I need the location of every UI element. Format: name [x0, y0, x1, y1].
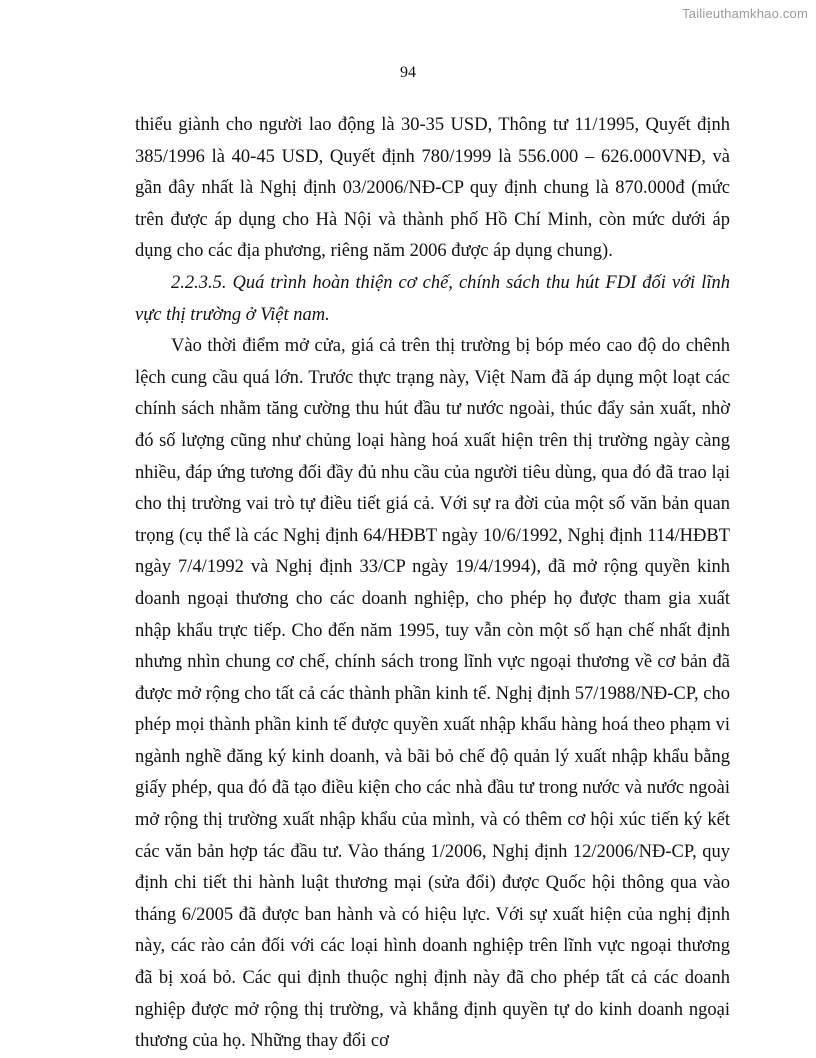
page-number: 94	[400, 64, 416, 81]
watermark: Tailieuthamkhao.com	[682, 6, 808, 21]
document-body	[135, 110, 730, 1058]
paragraph-market-policy: Vào thời điểm mở cửa, giá cả trên thị trường bị bóp méo cao độ do chênh lệch cung cầu quá lớn. Trước thực trạng này, Việt Nam đã áp dụng một loạt các chính sách nhằm tăng cường thu hút đầu tư nước ngoài, thúc đẩy sản xuất, nhờ đó số lượng cũng như chủng loại hàng hoá xuất hiện trên thị trường ngày càng nhiều, đáp ứng tương đối đầy đủ nhu cầu của người tiêu dùng, qua đó đã trao lại cho thị trường vai trò tự điều tiết giá cả. Với sự ra đời của một số văn bản quan trọng (cụ thể là các Nghị định 64/HĐBT ngày 10/6/1992, Nghị định 114/HĐBT ngày 7/4/1992 và Nghị định 33/CP ngày 19/4/1994), đã mở rộng quyền kinh doanh ngoại thương cho các doanh nghiệp, cho phép họ được tham gia xuất nhập khẩu trực tiếp. Cho đến năm 1995, tuy vẫn còn một số hạn chế nhất định nhưng nhìn chung cơ chế, chính sách trong lĩnh vực ngoại thương về cơ bản đã được mở rộng cho tất cả các thành phần kinh tế. Nghị định 57/1988/NĐ-CP, cho phép mọi thành phần kinh tế được quyền xuất nhập khẩu hàng hoá theo phạm vi ngành nghề đăng ký kinh doanh, và bãi bỏ chế độ quản lý xuất nhập khẩu bằng giấy phép, qua đó đã tạo điều kiện cho các nhà đầu tư trong nước và nước ngoài mở rộng thị trường xuất nhập khẩu của mình, và có thêm cơ hội xúc tiến ký kết các văn bản hợp tác đầu tư. Vào tháng 1/2006, Nghị định 12/2006/NĐ-CP, quy định chi tiết thi hành luật thương mại (sửa đổi) được Quốc hội thông qua vào tháng 6/2005 đã được ban hành và có hiệu lực. Với sự xuất hiện của nghị định này, các rào cản đối với các loại hình doanh nghiệp trên lĩnh vực ngoại thương đã bị xoá bỏ. Các qui định thuộc nghị định này đã cho phép tất cả các doanh nghiệp được mở rộng thị trường, và khẳng định quyền tự do kinh doanh ngoại thương của họ. Những thay đổi cơ	[135, 336, 730, 1052]
paragraph-continuation: thiểu giành cho người lao động là 30-35 USD, Thông tư 11/1995, Quyết định 385/1996 là 40-45 USD, Quyết định 780/1999 là 556.000 – 626.000VNĐ, và gần đây nhất là Nghị định 03/2006/NĐ-CP quy định chung là 870.000đ (mức trên được áp dụng cho Hà Nội và thành phố Hồ Chí Minh, còn mức dưới áp dụng cho các địa phương, riêng năm 2006 được áp dụng chung).	[135, 115, 730, 262]
section-heading: 2.2.3.5. Quá trình hoàn thiện cơ chế, chính sách thu hút FDI đối với lĩnh vực thị trường ở Việt nam.	[135, 272, 730, 325]
